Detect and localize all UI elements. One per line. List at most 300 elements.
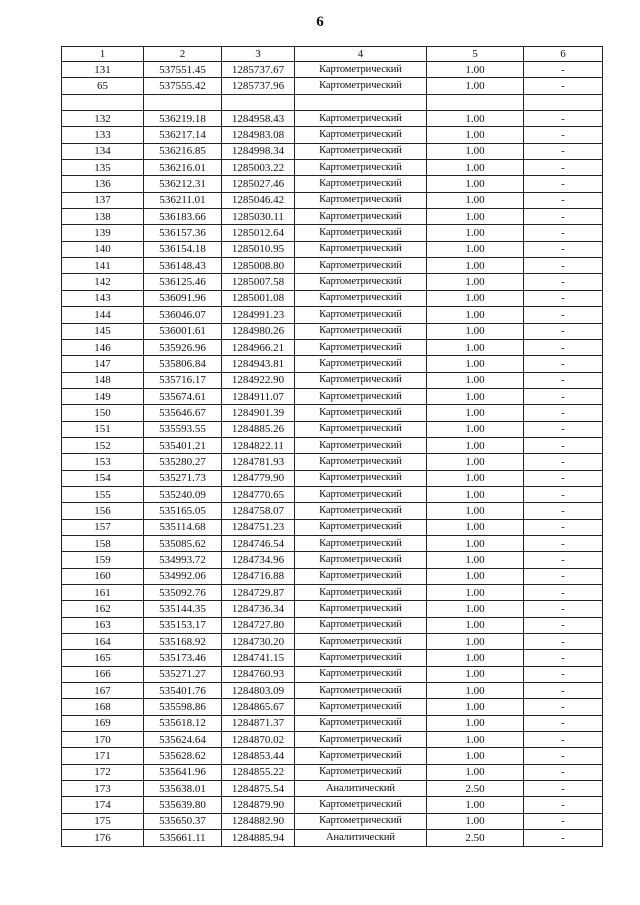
note-cell: - [524,143,603,159]
accuracy-cell: 1.00 [427,143,524,159]
table-row [62,683,603,699]
point-number-cell: 137 [62,192,144,208]
table-row [62,715,603,731]
note-cell: - [524,339,603,355]
point-number-cell: 172 [62,764,144,780]
table-row [62,176,603,192]
note-cell: - [524,356,603,372]
x-coordinate-cell: 536091.96 [144,290,222,306]
column-header-3: 3 [222,47,295,62]
table-header-row [62,47,603,62]
column-header-6: 6 [524,47,603,62]
x-coordinate-cell: 535271.73 [144,470,222,486]
page-number: 6 [316,14,324,30]
x-coordinate-cell: 535674.61 [144,388,222,404]
method-cell: Аналитический [295,781,427,797]
accuracy-cell: 2.50 [427,830,524,846]
y-coordinate-cell: 1284911.07 [222,388,295,404]
note-cell: - [524,192,603,208]
table-row [62,748,603,764]
y-coordinate-cell: 1285010.95 [222,241,295,257]
method-cell: Картометрический [295,748,427,764]
method-cell [295,94,427,110]
table-row [62,764,603,780]
note-cell: - [524,225,603,241]
accuracy-cell: 1.00 [427,323,524,339]
y-coordinate-cell: 1285008.80 [222,258,295,274]
x-coordinate-cell: 536046.07 [144,307,222,323]
table-row [62,781,603,797]
point-number-cell: 156 [62,503,144,519]
y-coordinate-cell: 1285737.67 [222,62,295,78]
table-row [62,650,603,666]
method-cell: Картометрический [295,535,427,551]
method-cell: Картометрический [295,699,427,715]
table-row [62,94,603,110]
y-coordinate-cell: 1284875.54 [222,781,295,797]
point-number-cell: 134 [62,143,144,159]
y-coordinate-cell: 1284729.87 [222,585,295,601]
table-row [62,732,603,748]
note-cell: - [524,781,603,797]
x-coordinate-cell: 535165.05 [144,503,222,519]
y-coordinate-cell: 1284885.94 [222,830,295,846]
y-coordinate-cell: 1284853.44 [222,748,295,764]
x-coordinate-cell: 536216.85 [144,143,222,159]
point-number-cell: 154 [62,470,144,486]
accuracy-cell: 1.00 [427,715,524,731]
method-cell: Картометрический [295,339,427,355]
y-coordinate-cell: 1284779.90 [222,470,295,486]
method-cell: Картометрический [295,568,427,584]
table-row [62,813,603,829]
point-number-cell: 157 [62,519,144,535]
method-cell: Картометрический [295,274,427,290]
accuracy-cell: 1.00 [427,111,524,127]
point-number-cell: 158 [62,535,144,551]
table-row [62,290,603,306]
note-cell: - [524,307,603,323]
note-cell: - [524,437,603,453]
note-cell: - [524,470,603,486]
note-cell: - [524,160,603,176]
point-number-cell: 138 [62,209,144,225]
method-cell: Картометрический [295,813,427,829]
table-row [62,323,603,339]
note-cell: - [524,209,603,225]
accuracy-cell: 1.00 [427,486,524,502]
accuracy-cell: 1.00 [427,666,524,682]
note-cell: - [524,683,603,699]
accuracy-cell: 1.00 [427,699,524,715]
point-number-cell: 144 [62,307,144,323]
point-number-cell: 155 [62,486,144,502]
note-cell: - [524,388,603,404]
point-number-cell: 175 [62,813,144,829]
point-number-cell: 152 [62,437,144,453]
note-cell: - [524,830,603,846]
method-cell: Картометрический [295,797,427,813]
accuracy-cell: 1.00 [427,192,524,208]
accuracy-cell: 1.00 [427,421,524,437]
note-cell: - [524,732,603,748]
note-cell: - [524,454,603,470]
point-number-cell: 141 [62,258,144,274]
x-coordinate-cell: 535593.55 [144,421,222,437]
note-cell: - [524,519,603,535]
y-coordinate-cell: 1284781.93 [222,454,295,470]
y-coordinate-cell: 1284865.67 [222,699,295,715]
method-cell: Картометрический [295,111,427,127]
y-coordinate-cell: 1284943.81 [222,356,295,372]
point-number-cell: 147 [62,356,144,372]
y-coordinate-cell: 1284901.39 [222,405,295,421]
y-coordinate-cell: 1284803.09 [222,683,295,699]
point-number-cell: 167 [62,683,144,699]
x-coordinate-cell: 536217.14 [144,127,222,143]
method-cell: Картометрический [295,437,427,453]
table-row [62,666,603,682]
method-cell: Картометрический [295,78,427,94]
y-coordinate-cell: 1284882.90 [222,813,295,829]
y-coordinate-cell: 1284751.23 [222,519,295,535]
x-coordinate-cell: 535646.67 [144,405,222,421]
table-row [62,143,603,159]
y-coordinate-cell: 1284736.34 [222,601,295,617]
point-number-cell [62,94,144,110]
x-coordinate-cell: 535092.76 [144,585,222,601]
note-cell: - [524,78,603,94]
accuracy-cell: 1.00 [427,650,524,666]
point-number-cell: 146 [62,339,144,355]
table-row [62,111,603,127]
x-coordinate-cell: 534992.06 [144,568,222,584]
note-cell: - [524,601,603,617]
y-coordinate-cell: 1284746.54 [222,535,295,551]
x-coordinate-cell: 535641.96 [144,764,222,780]
x-coordinate-cell: 535401.21 [144,437,222,453]
x-coordinate-cell: 536216.01 [144,160,222,176]
point-number-cell: 150 [62,405,144,421]
accuracy-cell: 1.00 [427,634,524,650]
method-cell: Картометрический [295,715,427,731]
accuracy-cell: 1.00 [427,176,524,192]
y-coordinate-cell: 1284871.37 [222,715,295,731]
point-number-cell: 153 [62,454,144,470]
table-row [62,634,603,650]
accuracy-cell: 1.00 [427,732,524,748]
note-cell: - [524,699,603,715]
point-number-cell: 164 [62,634,144,650]
method-cell: Картометрический [295,552,427,568]
table-row [62,519,603,535]
y-coordinate-cell: 1285003.22 [222,160,295,176]
note-cell: - [524,535,603,551]
method-cell: Картометрический [295,290,427,306]
method-cell: Картометрический [295,127,427,143]
note-cell: - [524,617,603,633]
method-cell: Картометрический [295,666,427,682]
point-number-cell: 161 [62,585,144,601]
method-cell: Картометрический [295,372,427,388]
point-number-cell: 65 [62,78,144,94]
x-coordinate-cell: 535598.86 [144,699,222,715]
note-cell: - [524,666,603,682]
accuracy-cell: 1.00 [427,535,524,551]
y-coordinate-cell: 1284770.65 [222,486,295,502]
x-coordinate-cell: 536212.31 [144,176,222,192]
x-coordinate-cell: 535173.46 [144,650,222,666]
accuracy-cell: 1.00 [427,209,524,225]
y-coordinate-cell: 1284991.23 [222,307,295,323]
table-row [62,160,603,176]
x-coordinate-cell: 536157.36 [144,225,222,241]
method-cell: Картометрический [295,519,427,535]
point-number-cell: 135 [62,160,144,176]
table-row [62,241,603,257]
accuracy-cell: 1.00 [427,519,524,535]
point-number-cell: 165 [62,650,144,666]
method-cell: Картометрический [295,62,427,78]
note-cell: - [524,797,603,813]
table-body [62,62,603,847]
point-number-cell: 163 [62,617,144,633]
x-coordinate-cell: 535650.37 [144,813,222,829]
accuracy-cell: 1.00 [427,470,524,486]
x-coordinate-cell: 535628.62 [144,748,222,764]
point-number-cell: 159 [62,552,144,568]
method-cell: Картометрический [295,160,427,176]
method-cell: Картометрический [295,405,427,421]
accuracy-cell: 1.00 [427,127,524,143]
method-cell: Картометрический [295,143,427,159]
method-cell: Картометрический [295,258,427,274]
method-cell: Картометрический [295,323,427,339]
table-row [62,127,603,143]
accuracy-cell: 1.00 [427,585,524,601]
method-cell: Картометрический [295,634,427,650]
y-coordinate-cell: 1284727.80 [222,617,295,633]
y-coordinate-cell: 1284885.26 [222,421,295,437]
x-coordinate-cell: 535806.84 [144,356,222,372]
table-row [62,503,603,519]
point-number-cell: 176 [62,830,144,846]
note-cell: - [524,421,603,437]
table-row [62,454,603,470]
column-header-4: 4 [295,47,427,62]
x-coordinate-cell: 535168.92 [144,634,222,650]
x-coordinate-cell: 536125.46 [144,274,222,290]
table-row [62,372,603,388]
accuracy-cell: 1.00 [427,78,524,94]
x-coordinate-cell: 535926.96 [144,339,222,355]
note-cell: - [524,503,603,519]
y-coordinate-cell: 1284998.34 [222,143,295,159]
note-cell: - [524,764,603,780]
table-row [62,486,603,502]
y-coordinate-cell: 1285030.11 [222,209,295,225]
coordinates-table [61,46,603,847]
x-coordinate-cell: 534993.72 [144,552,222,568]
point-number-cell: 168 [62,699,144,715]
point-number-cell: 174 [62,797,144,813]
accuracy-cell: 1.00 [427,601,524,617]
table-row [62,830,603,846]
y-coordinate-cell: 1284983.08 [222,127,295,143]
method-cell: Картометрический [295,601,427,617]
y-coordinate-cell: 1284855.22 [222,764,295,780]
note-cell: - [524,748,603,764]
point-number-cell: 169 [62,715,144,731]
table-row [62,797,603,813]
table-row [62,421,603,437]
accuracy-cell: 1.00 [427,274,524,290]
accuracy-cell: 1.00 [427,241,524,257]
note-cell: - [524,405,603,421]
note-cell: - [524,486,603,502]
note-cell: - [524,290,603,306]
y-coordinate-cell [222,94,295,110]
method-cell: Картометрический [295,650,427,666]
x-coordinate-cell: 535280.27 [144,454,222,470]
accuracy-cell: 1.00 [427,356,524,372]
point-number-cell: 173 [62,781,144,797]
note-cell: - [524,813,603,829]
note-cell: - [524,127,603,143]
accuracy-cell: 1.00 [427,437,524,453]
accuracy-cell: 1.00 [427,290,524,306]
y-coordinate-cell: 1284760.93 [222,666,295,682]
accuracy-cell: 1.00 [427,797,524,813]
method-cell: Картометрический [295,225,427,241]
x-coordinate-cell: 535661.11 [144,830,222,846]
y-coordinate-cell: 1285027.46 [222,176,295,192]
method-cell: Картометрический [295,192,427,208]
note-cell: - [524,62,603,78]
y-coordinate-cell: 1284922.90 [222,372,295,388]
table-row [62,78,603,94]
table-row [62,437,603,453]
y-coordinate-cell: 1285046.42 [222,192,295,208]
method-cell: Картометрический [295,421,427,437]
accuracy-cell: 1.00 [427,388,524,404]
y-coordinate-cell: 1284822.11 [222,437,295,453]
table-row [62,388,603,404]
method-cell: Картометрический [295,388,427,404]
accuracy-cell: 1.00 [427,405,524,421]
accuracy-cell: 1.00 [427,764,524,780]
accuracy-cell: 1.00 [427,683,524,699]
y-coordinate-cell: 1285737.96 [222,78,295,94]
table-row [62,405,603,421]
table-row [62,307,603,323]
accuracy-cell: 1.00 [427,454,524,470]
note-cell: - [524,258,603,274]
point-number-cell: 149 [62,388,144,404]
table-row [62,225,603,241]
table-header [62,47,603,62]
method-cell: Картометрический [295,503,427,519]
note-cell: - [524,650,603,666]
note-cell: - [524,634,603,650]
x-coordinate-cell: 535144.35 [144,601,222,617]
x-coordinate-cell: 536183.66 [144,209,222,225]
method-cell: Картометрический [295,454,427,470]
method-cell: Картометрический [295,617,427,633]
x-coordinate-cell: 536154.18 [144,241,222,257]
table-row [62,192,603,208]
note-cell [524,94,603,110]
method-cell: Картометрический [295,683,427,699]
method-cell: Картометрический [295,486,427,502]
note-cell: - [524,372,603,388]
note-cell: - [524,176,603,192]
point-number-cell: 145 [62,323,144,339]
y-coordinate-cell: 1284741.15 [222,650,295,666]
table-row [62,699,603,715]
table-row [62,568,603,584]
note-cell: - [524,715,603,731]
point-number-cell: 160 [62,568,144,584]
note-cell: - [524,323,603,339]
point-number-cell: 151 [62,421,144,437]
accuracy-cell: 1.00 [427,372,524,388]
point-number-cell: 171 [62,748,144,764]
accuracy-cell [427,94,524,110]
y-coordinate-cell: 1284958.43 [222,111,295,127]
note-cell: - [524,241,603,257]
x-coordinate-cell: 535085.62 [144,535,222,551]
point-number-cell: 170 [62,732,144,748]
accuracy-cell: 1.00 [427,258,524,274]
point-number-cell: 142 [62,274,144,290]
point-number-cell: 131 [62,62,144,78]
x-coordinate-cell: 536001.61 [144,323,222,339]
x-coordinate-cell: 535401.76 [144,683,222,699]
accuracy-cell: 1.00 [427,62,524,78]
y-coordinate-cell: 1285012.64 [222,225,295,241]
point-number-cell: 143 [62,290,144,306]
method-cell: Картометрический [295,307,427,323]
y-coordinate-cell: 1284730.20 [222,634,295,650]
method-cell: Картометрический [295,470,427,486]
y-coordinate-cell: 1285007.58 [222,274,295,290]
table-row [62,62,603,78]
table-row [62,274,603,290]
y-coordinate-cell: 1284980.26 [222,323,295,339]
table-row [62,585,603,601]
method-cell: Картометрический [295,356,427,372]
x-coordinate-cell: 535639.80 [144,797,222,813]
method-cell: Картометрический [295,176,427,192]
x-coordinate-cell: 535240.09 [144,486,222,502]
point-number-cell: 140 [62,241,144,257]
x-coordinate-cell [144,94,222,110]
y-coordinate-cell: 1284716.88 [222,568,295,584]
point-number-cell: 132 [62,111,144,127]
y-coordinate-cell: 1285001.08 [222,290,295,306]
column-header-5: 5 [427,47,524,62]
accuracy-cell: 1.00 [427,307,524,323]
column-header-1: 1 [62,47,144,62]
accuracy-cell: 1.00 [427,503,524,519]
accuracy-cell: 1.00 [427,339,524,355]
x-coordinate-cell: 535271.27 [144,666,222,682]
x-coordinate-cell: 535114.68 [144,519,222,535]
note-cell: - [524,585,603,601]
x-coordinate-cell: 535624.64 [144,732,222,748]
point-number-cell: 136 [62,176,144,192]
